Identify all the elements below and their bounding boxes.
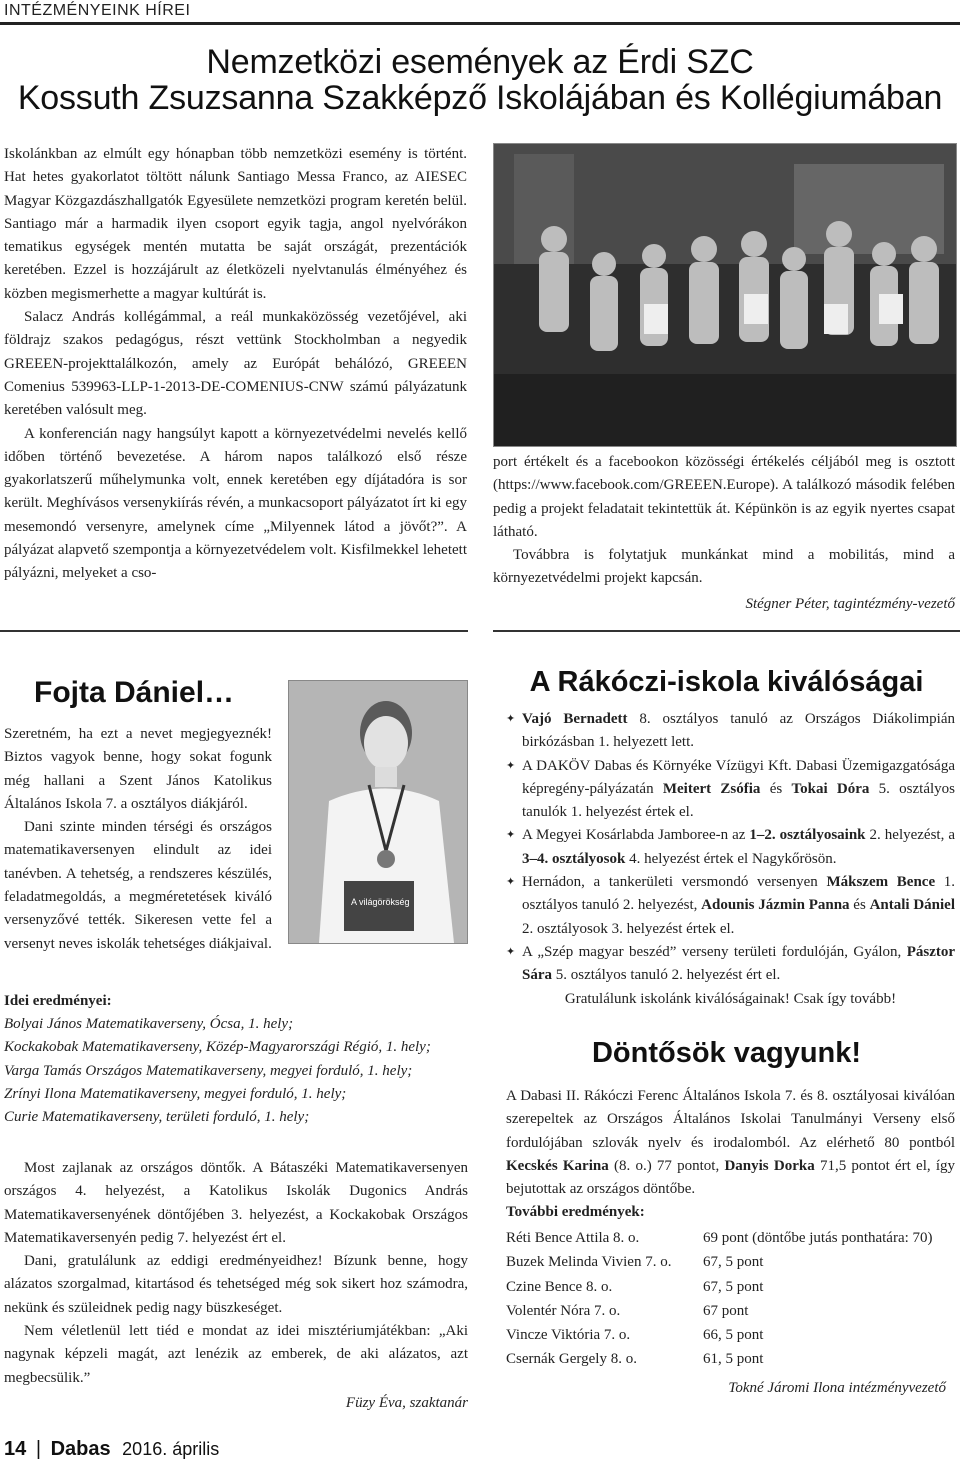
rakoczi-list — [506, 708, 955, 1011]
article-title-line2: Kossuth Zsuzsanna Szakképző Iskolájában és Kollégiumában — [17, 79, 943, 117]
student-photo — [288, 680, 468, 944]
article-left-column — [4, 143, 467, 586]
rakoczi-item: ✦ Vajó Bernadett 8. osztályos tanuló az Országos Diákolimpián birkózásban 1. helyezett lett. — [506, 708, 955, 755]
student-name: Buzek Melinda Vivien 7. o. — [506, 1254, 672, 1271]
student-name: Czine Bence 8. o. — [506, 1278, 613, 1295]
article-paragraph-4: Továbbra is folytatjuk munkánkat mind a mobilitás, mind a környezetvédelmi projekt kapcsán. — [493, 547, 955, 587]
group-photo — [493, 143, 957, 447]
donto-title: Döntősök vagyunk! — [591, 1037, 862, 1069]
table-row — [506, 1254, 933, 1278]
group-photo-illustration — [494, 144, 956, 446]
fojta-result-item: Bolyai János Matematikaverseny, Ócsa, 1. hely; — [4, 1016, 294, 1032]
student-name: Vincze Viktória 7. o. — [506, 1327, 631, 1344]
left-divider — [0, 630, 468, 632]
photo-caption: A világörökség — [351, 897, 410, 907]
article-paragraph-2: Salacz András kollégámmal, a reál munkaközösség vezetőjével, aki földrajz szakos pedagógus, részt vettünk Stockholmban a negyedik GREEEN-projekttalálkozón, amely az Európát behálózó, GREEEN Comenius 539963-LLP-1-2013-DE-COMENIUS-CNW számú pályázatunk keretében valósult meg. — [4, 309, 467, 419]
student-score: 67, 5 pont — [703, 1254, 764, 1271]
fojta-paragraph-4: Dani, gratulálunk az eddigi eredményeidhez! Bízunk benne, hogy alázatos szorgalmad, kitartásod és tehetséged még sok sikert hoz számodra, nekünk és szüleidnek pedig nagy büszkeséget. — [4, 1253, 468, 1316]
student-score: 69 pont (döntőbe jutás ponthatára: 70) — [703, 1230, 933, 1246]
student-name: Volentér Nóra 7. o. — [506, 1302, 621, 1319]
student-score: 67 pont — [703, 1302, 749, 1319]
fojta-paragraph-2: Dani szinte minden térségi és országos matematikaversenyen elindult az idei tanévben. A tehetség, a rendszeres készülés, feladatmegoldás, a megméretetések kiváló versenyzővé tették. Sikeresen vette fel a versenyt neves iskolák tehetséges diákjaival. — [4, 819, 272, 952]
publication-date: 2016. április — [122, 1439, 220, 1459]
table-row — [506, 1351, 933, 1375]
fojta-paragraph-3: Most zajlanak az országos döntők. A Bátaszéki Matematikaversenyen országos 4. helyezést, a Katolikus Iskolák Dugonics András Matematikaversenyének döntőjében 3. helyezést, a Kockakobak Országos Matematikaversenyén pedig 7. helyezést ért el. — [4, 1160, 468, 1246]
student-score: 66, 5 pont — [703, 1327, 764, 1344]
fojta-signature: Füzy Éva, szaktanár — [345, 1394, 468, 1411]
article-paragraph-3: A konferencián nagy hangsúlyt kapott a környezetvédelmi nevelés kellő időben történő bevezetése. A három napos találkozó első része gyakorlatszerű műhelymunka volt, ennek keretében egy díjátadóra is sor került. Meghívásos versenykiírás révén, a munkacsoport pályázatot írt ki egy mesemondó versenyre, amelynek címe „Milyennek látod a jövőt?”. A pályázat alapvető szempontja a környezetvédelem volt. Kisfilmekkel lehetett pályázni, melyeket a cso- — [4, 425, 467, 582]
fojta-results-heading-text: Idei eredményei: — [4, 993, 112, 1009]
donto-results-heading: További eredmények: — [506, 1204, 645, 1221]
donto-paragraph: A Dabasi II. Rákóczi Ferenc Általános Iskola 7. és 8. osztályosai kiválóan szerepeltek az Országos Általános Iskolai Tanulmányi Verseny első fordulójában szlovák nyelv és irodalomból. Az elérhető 80 pontból Kecskés Karina (8. o.) 77 pontot, Danyis Dorka 71,5 pontot ért el, így bejutottak az országos döntőbe. További eredmények: — [506, 1085, 955, 1225]
page-number: 14 — [4, 1438, 27, 1460]
fojta-paragraph-1: Szeretném, ha ezt a nevet megjegyeznék! Biztos vagyok benne, hogy sokat fogunk még hallani a Szent János Katolikus Általános Iskola 7. a osztályos diákjáról. — [4, 726, 272, 812]
article-title-line1: Nemzetközi események az Érdi SZC — [206, 43, 754, 81]
fojta-intro — [4, 723, 272, 956]
fojta-result-item: Curie Matematikaverseny, területi forduló, 1. hely; — [4, 1109, 310, 1126]
article-right-column — [493, 451, 955, 616]
rakoczi-closing: Gratulálunk iskolánk kiválóságainak! Csak így tovább! — [564, 990, 897, 1007]
donto-signature: Tokné Járomi Ilona intézményvezető — [728, 1380, 946, 1396]
article-paragraph-1: Iskolánkban az elmúlt egy hónapban több nemzetközi esemény is történt. Hat hetes gyakorlatot töltött nálunk Santiago Messa Franco, az AIESEC Magyar Közgazdászhallgatók Egyesülete nemzetközi program keretén belül. Santiago már a harmadik ilyen csoport egyik tagja, angol nyelvórákon tematikus egységek mentén mutatta be saját országát, prezentációk keretében. Ezzel is hozzájárult az életközeli nyelvtanulás élményéhez és közben megismerhette a magyar kultúrát is. — [4, 146, 467, 302]
student-score: 67, 5 pont — [703, 1278, 764, 1295]
student-name: Réti Bence Attila 8. o. — [506, 1230, 640, 1246]
rakoczi-item: ✦ A DAKÖV Dabas és Környéke Vízügyi Kft. Dabasi Üzemigazgatósága képregény-pályázatán Meitert Zsófia és Tokai Dóra 5. osztályos tanulók 1. helyezést értek el. — [506, 755, 955, 825]
table-row — [506, 1327, 933, 1351]
right-divider — [493, 630, 960, 632]
student-score: 61, 5 pont — [703, 1351, 764, 1368]
article-signature: Stégner Péter, tagintézmény-vezető — [745, 595, 955, 612]
fojta-body — [4, 1157, 468, 1415]
fojta-result-item: Varga Tamás Országos Matematikaverseny, megyei forduló, 1. hely; — [4, 1062, 413, 1079]
fojta-results-heading — [4, 990, 468, 1013]
student-name: Csernák Gergely 8. o. — [506, 1351, 637, 1368]
section-label: INTÉZMÉNYEINK HÍREI — [4, 2, 191, 19]
table-row — [506, 1230, 933, 1254]
header-rule — [0, 22, 960, 25]
fojta-result-item: Zrínyi Ilona Matematikaverseny, megyei forduló, 1. hely; — [4, 1085, 347, 1102]
donto-results-table — [506, 1230, 933, 1376]
publication-name: Dabas — [50, 1438, 111, 1460]
rakoczi-title: A Rákóczi-iskola kiválóságai — [529, 666, 924, 698]
fojta-result-item: Kockakobak Matematikaverseny, Közép-Magyarországi Régió, 1. hely; — [4, 1039, 431, 1056]
fojta-title: Fojta Dániel… — [34, 676, 235, 709]
rakoczi-item: ✦ A „Szép magyar beszéd” verseny területi fordulóján, Gyálon, Pásztor Sára 5. osztályos tanuló 2. helyezést ért el. — [506, 941, 955, 988]
fojta-results-list — [4, 1013, 468, 1129]
article-paragraph-3-continued: port értékelt és a facebookon közösségi értékelés céljából meg is osztott (https://www.facebook.com/GREEEN.Europe). A találkozó második felében pedig a projekt feladatait tekintettük át. Képünkön is az egyik nyertes csapat látható. — [493, 454, 955, 540]
page-footer: 14 | Dabas 2016. április — [4, 1438, 220, 1460]
table-row — [506, 1279, 933, 1303]
rakoczi-item: ✦ A Megyei Kosárlabda Jamboree-n az 1–2. osztályosaink 2. helyezést, a 3–4. osztályosok 4. helyezést értek el Nagykőrösön. — [506, 824, 955, 871]
rakoczi-item: ✦ Hernádon, a tankerületi versmondó versenyen Mákszem Bence 1. osztályos tanuló 2. helyezést, Adounis Jázmin Panna és Antali Dániel 2. osztályosok 3. helyezést értek el. — [506, 871, 955, 941]
table-row — [506, 1303, 933, 1327]
fojta-paragraph-5: Nem véletlenül lett tiéd e mondat az idei misztériumjátékban: „Aki nagynak képzeli magát, azt lenézik az emberek, de aki alázatos, azt megbecsülik.” — [4, 1323, 468, 1386]
